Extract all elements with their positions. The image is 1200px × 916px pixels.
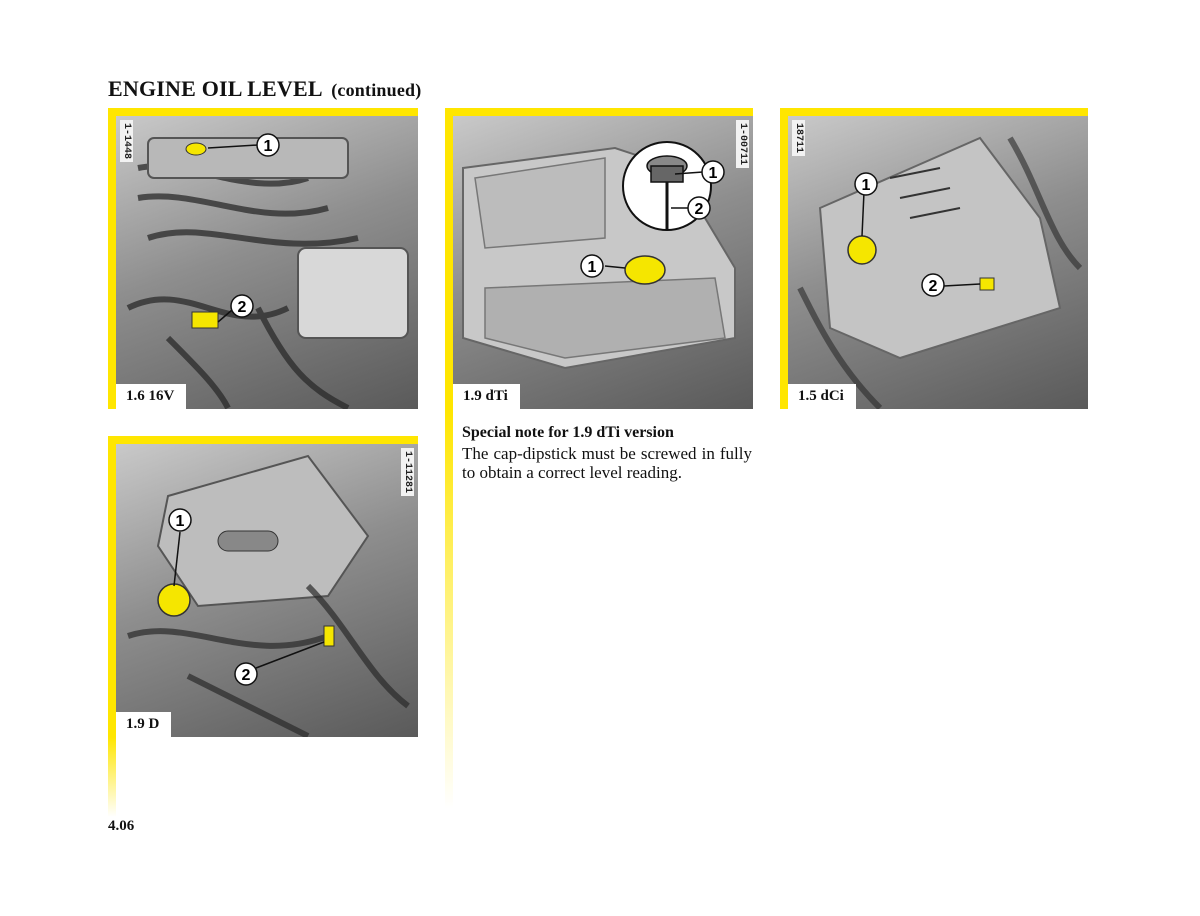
page-title bbox=[108, 76, 421, 102]
note-body: The cap-dipstick must be screwed in fully to obtain a correct level reading. bbox=[462, 444, 752, 482]
special-note bbox=[462, 424, 752, 482]
callout-1-label: 1 bbox=[861, 177, 871, 194]
figure-1-9-dti bbox=[445, 108, 753, 409]
callout-2-label: 2 bbox=[928, 278, 938, 295]
accent-fade-left bbox=[108, 737, 116, 817]
note-heading: Special note for 1.9 dTi version bbox=[462, 424, 674, 441]
engine-illustration bbox=[445, 108, 753, 409]
accent-fade-middle bbox=[445, 409, 453, 809]
figure-1-9-d bbox=[108, 436, 418, 737]
engine-illustration bbox=[108, 108, 418, 409]
title-main: ENGINE OIL LEVEL bbox=[108, 76, 322, 101]
page-number: 4.06 bbox=[108, 818, 135, 834]
figure-code: 1-11281 bbox=[401, 448, 414, 496]
figure-code: 1-00711 bbox=[736, 120, 749, 168]
callout-1-label: 1 bbox=[708, 165, 718, 182]
figure-1-6-16v bbox=[108, 108, 418, 409]
callout-1-label: 1 bbox=[175, 513, 185, 530]
callout-2-label: 2 bbox=[694, 201, 704, 218]
callout-1-label: 1 bbox=[263, 138, 273, 155]
figure-code: 1-1448 bbox=[120, 120, 133, 162]
callout-2-label: 2 bbox=[237, 299, 247, 316]
figure-label: 1.5 dCi bbox=[788, 384, 856, 409]
figure-code: 18711 bbox=[792, 120, 805, 156]
engine-illustration bbox=[108, 436, 418, 737]
engine-illustration bbox=[780, 108, 1088, 409]
figure-label: 1.9 dTi bbox=[453, 384, 520, 409]
figure-label: 1.9 D bbox=[116, 712, 171, 737]
title-suffix: (continued) bbox=[331, 80, 422, 100]
figure-1-5-dci bbox=[780, 108, 1088, 409]
callout-1-label: 1 bbox=[587, 259, 597, 276]
figure-label: 1.6 16V bbox=[116, 384, 186, 409]
callout-2-label: 2 bbox=[241, 667, 251, 684]
